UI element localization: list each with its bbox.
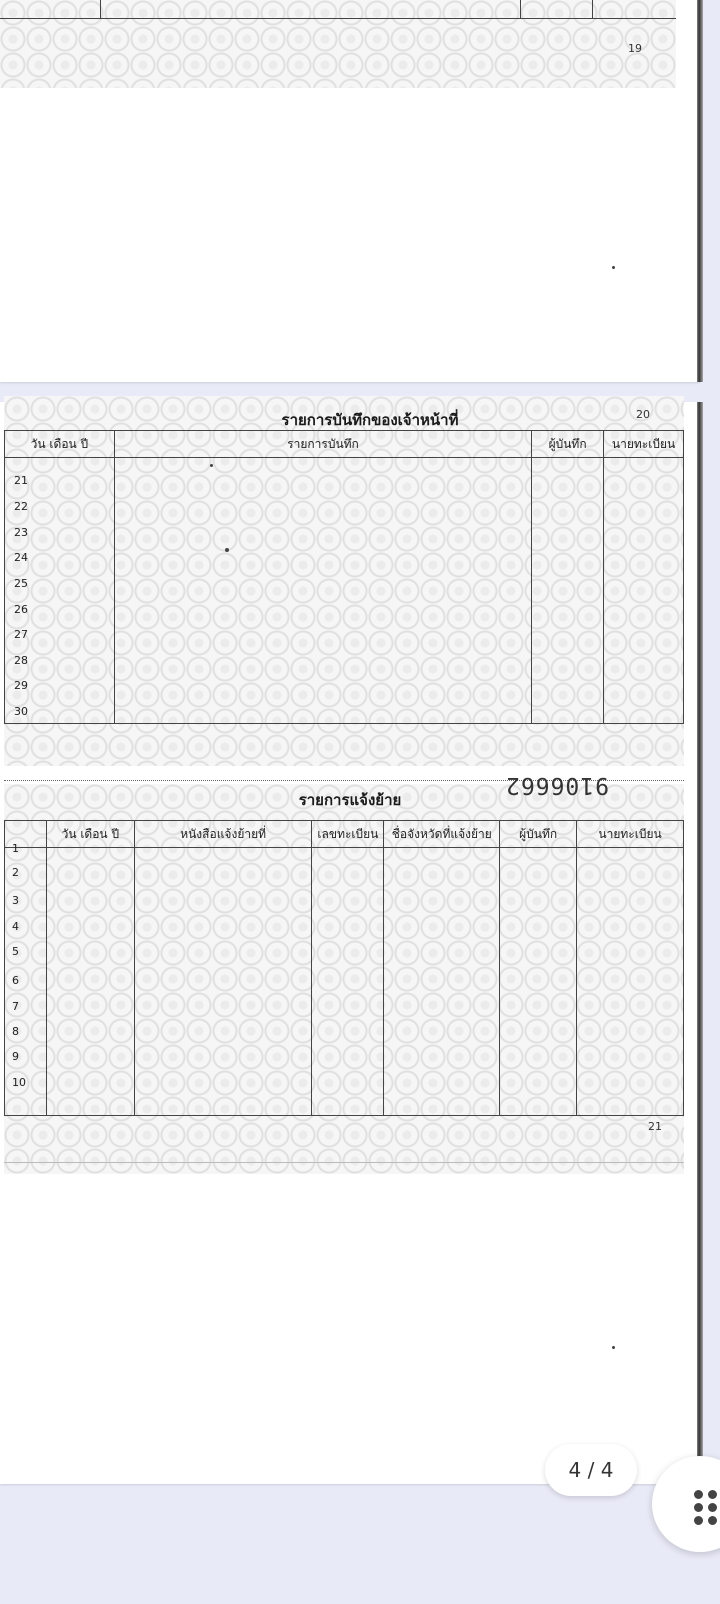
column-divider bbox=[100, 0, 101, 18]
table-bottom-border bbox=[0, 18, 676, 19]
serial-number-upside-down: 9106662 bbox=[505, 772, 609, 798]
row-number: 9 bbox=[12, 1050, 19, 1063]
row-number: 26 bbox=[14, 603, 28, 616]
column-header-province: ชื่อจังหวัดที่แจ้งย้าย bbox=[384, 821, 500, 848]
row-number: 4 bbox=[12, 920, 19, 933]
page-indicator-label: 4 / 4 bbox=[568, 1458, 614, 1482]
column-divider bbox=[520, 0, 521, 18]
row-number: 6 bbox=[12, 974, 19, 987]
row-number: 23 bbox=[14, 526, 28, 539]
row-number: 5 bbox=[12, 945, 19, 958]
registrar-column-cell bbox=[604, 458, 684, 724]
registration-number-column-cell bbox=[312, 848, 384, 1116]
document-sheet-pages-20-21 bbox=[0, 402, 700, 1484]
row-number: 22 bbox=[14, 500, 28, 513]
column-header-registrar: นายทะเบียน bbox=[577, 821, 684, 848]
date-column-cell bbox=[46, 848, 134, 1116]
scan-speck bbox=[612, 1346, 615, 1349]
relocation-letter-column-cell bbox=[134, 848, 312, 1116]
row-number: 24 bbox=[14, 551, 28, 564]
registrar-column-cell bbox=[577, 848, 684, 1116]
record-column-cell bbox=[114, 458, 531, 724]
column-header-recorder: ผู้บันทึก bbox=[500, 821, 577, 848]
row-number: 30 bbox=[14, 705, 28, 718]
row-number: 7 bbox=[12, 1000, 19, 1013]
row-number: 28 bbox=[14, 654, 28, 667]
security-pattern-background bbox=[0, 0, 676, 88]
column-header-date: วัน เดือน ปี bbox=[46, 821, 134, 848]
binding-edge bbox=[697, 402, 703, 1484]
row-number: 25 bbox=[14, 577, 28, 590]
column-header-recorder: ผู้บันทึก bbox=[532, 431, 604, 458]
row-number: 2 bbox=[12, 866, 19, 879]
page-number: 20 bbox=[636, 408, 650, 421]
document-sheet-page-19 bbox=[0, 0, 700, 382]
column-divider bbox=[592, 0, 593, 18]
row-number: 29 bbox=[14, 679, 28, 692]
row-number: 27 bbox=[14, 628, 28, 641]
column-header-registrar: นายทะเบียน bbox=[604, 431, 684, 458]
column-header-registration-number: เลขทะเบียน bbox=[312, 821, 384, 848]
column-header-record: รายการบันทึก bbox=[114, 431, 531, 458]
row-number: 1 bbox=[12, 842, 19, 855]
row-number: 8 bbox=[12, 1025, 19, 1038]
scan-speck bbox=[225, 548, 229, 552]
officer-records-table bbox=[4, 430, 684, 724]
scan-speck bbox=[612, 266, 615, 269]
relocation-records-title: รายการแจ้งย้าย bbox=[298, 791, 402, 809]
page-number: 21 bbox=[648, 1120, 662, 1133]
row-number: 21 bbox=[14, 474, 28, 487]
relocation-records-table bbox=[4, 820, 684, 1116]
column-header-relocation-letter: หนังสือแจ้งย้ายที่ bbox=[134, 821, 312, 848]
province-column-cell bbox=[384, 848, 500, 1116]
column-header-blank bbox=[5, 821, 47, 848]
row-number: 3 bbox=[12, 894, 19, 907]
page-bottom-edge bbox=[4, 1162, 684, 1163]
scan-speck bbox=[210, 464, 213, 467]
page-indicator[interactable] bbox=[545, 1444, 637, 1496]
binding-edge bbox=[697, 0, 703, 382]
recorder-column-cell bbox=[500, 848, 577, 1116]
grid-dots-icon bbox=[694, 1490, 718, 1526]
column-header-date: วัน เดือน ปี bbox=[5, 431, 115, 458]
officer-records-title: รายการบันทึกของเจ้าหน้าที่ bbox=[281, 411, 459, 429]
page-number: 19 bbox=[628, 42, 642, 55]
recorder-column-cell bbox=[532, 458, 604, 724]
row-number: 10 bbox=[12, 1076, 26, 1089]
